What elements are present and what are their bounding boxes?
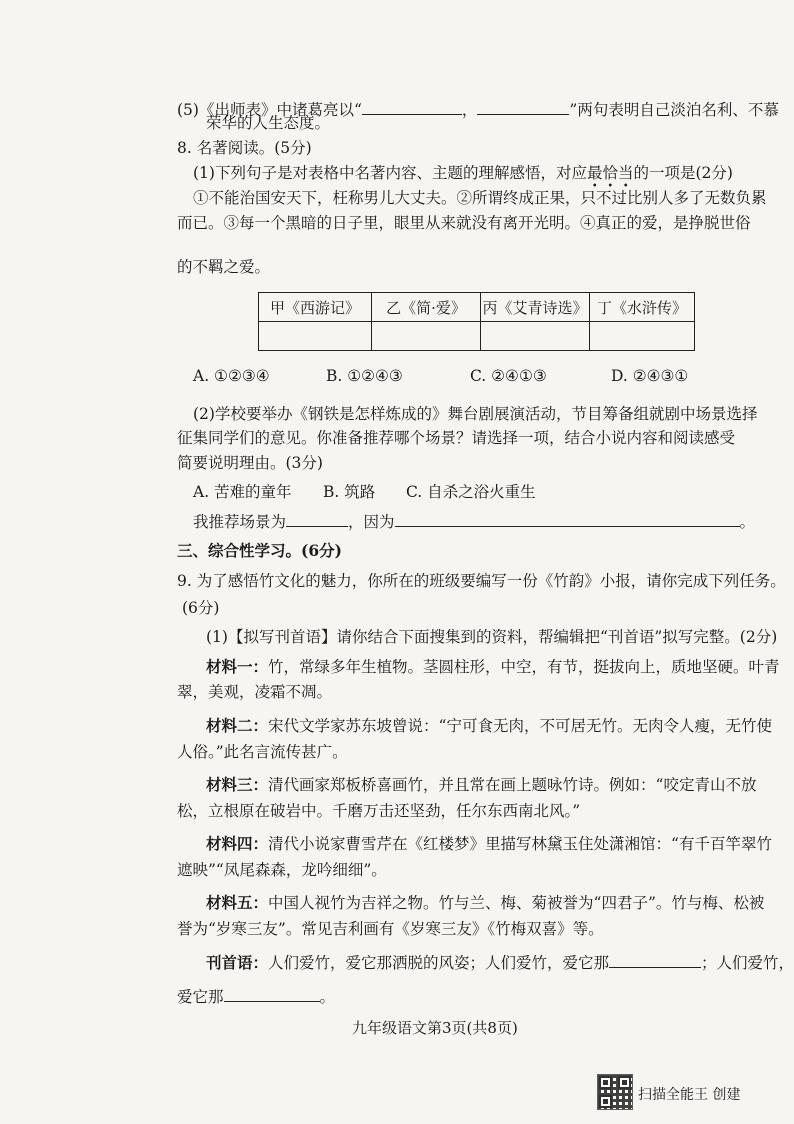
- scene-c[interactable]: C. 自杀之浴火重生: [406, 483, 536, 501]
- kanshouyu-line2: 爱它那 。: [177, 985, 335, 1008]
- table-cell: 甲《西游记》: [259, 293, 372, 322]
- answer-blank[interactable]: [609, 951, 701, 968]
- q8-sentences-1: ①不能治国安天下，枉称男儿大丈夫。②所谓终成正果，只不过比别人多了无数负累: [193, 189, 767, 207]
- material-1-line1: 材料一：竹，常绿多年生植物。茎圆柱形，中空，有节，挺拔向上，质地坚硬。叶青: [206, 657, 780, 676]
- answer-blank[interactable]: [286, 510, 348, 527]
- table-cell: 丙《艾青诗选》: [481, 293, 590, 322]
- answer-blank[interactable]: [362, 98, 462, 115]
- option-b[interactable]: B. ①②④③: [326, 367, 403, 385]
- q8-title: 8. 名著阅读。(5分): [177, 139, 312, 157]
- table-cell[interactable]: [372, 322, 481, 351]
- answer-blank[interactable]: [224, 985, 320, 1002]
- option-c[interactable]: C. ②④①③: [470, 367, 547, 385]
- table-cell[interactable]: [590, 322, 695, 351]
- q8-sentences-3: 的不羁之爱。: [177, 258, 271, 276]
- table-row: [259, 322, 695, 351]
- material-4-line1: 材料四：清代小说家曹雪芹在《红楼梦》里描写林黛玉住处潇湘馆：“有千百竿翠竹: [206, 834, 772, 853]
- table-cell[interactable]: [481, 322, 590, 351]
- table-cell: 乙《简·爱》: [372, 293, 481, 322]
- material-3-line1: 材料三：清代画家郑板桥喜画竹，并且常在画上题咏竹诗。例如：“咬定青山不放: [206, 775, 757, 794]
- material-2-line2: 人俗。”此名言流传甚广。: [177, 743, 348, 761]
- q9-line2: (6分): [182, 599, 220, 617]
- table-cell[interactable]: [259, 322, 372, 351]
- q8-1-prompt: (1)下列句子是对表格中名著内容、主题的理解感悟，对应最恰当的一项是(2分): [193, 164, 733, 182]
- material-5-line1: 材料五：中国人视竹为吉祥之物。竹与兰、梅、菊被誉为“四君子”。竹与梅、松被: [206, 893, 765, 912]
- option-d[interactable]: D. ②④③①: [611, 367, 689, 385]
- q9-1-prompt: (1)【拟写刊首语】请你结合下面搜集到的资料，帮编辑把“刊首语”拟写完整。(2分): [206, 628, 778, 646]
- kanshouyu-line1: 刊首语：人们爱竹，爱它那洒脱的风姿；人们爱竹，爱它那 ；人们爱竹，: [206, 953, 794, 972]
- section-3-title: 三、综合性学习。(6分): [177, 541, 342, 560]
- q8-2-line2: 征集同学们的意见。你准备推荐哪个场景？请选择一项，结合小说内容和阅读感受: [177, 429, 736, 447]
- table-row: [259, 293, 695, 322]
- scanner-watermark: 扫描全能王 创建: [638, 1087, 741, 1103]
- q8-2-line3: 简要说明理由。(3分): [177, 454, 323, 472]
- option-a[interactable]: A. ①②③④: [193, 367, 270, 385]
- q8-2-line1: (2)学校要举办《钢铁是怎样炼成的》舞台剧展演活动，节目筹备组就剧中场景选择: [193, 405, 758, 423]
- material-5-line2: 誉为“岁寒三友”。常见吉利画有《岁寒三友》《竹梅双喜》等。: [177, 920, 604, 938]
- page-number: 九年级语文第3页(共8页): [352, 1019, 518, 1037]
- q5-line2: 荣华的人生态度。: [206, 114, 331, 132]
- answer-blank[interactable]: [477, 98, 569, 115]
- novels-table: [258, 292, 695, 351]
- recommend-line: 我推荐场景为 ，因为 。: [193, 510, 755, 533]
- material-1-line2: 翠，美观，凌霜不凋。: [177, 683, 333, 701]
- answer-blank[interactable]: [395, 510, 740, 527]
- q9-line1: 9. 为了感悟竹文化的魅力，你所在的班级要编写一份《竹韵》小报，请你完成下列任务。: [177, 572, 786, 590]
- qr-code-icon: [597, 1074, 633, 1110]
- material-4-line2: 遮映”“凤尾森森，龙吟细细”。: [177, 861, 387, 879]
- scene-a[interactable]: A. 苦难的童年: [193, 483, 292, 501]
- q8-sentences-2: 而已。③每一个黑暗的日子里，眼里从来就没有离开光明。④真正的爱，是挣脱世俗: [177, 214, 751, 232]
- q5-line1: (5)《出师表》中诸葛亮以“ ， ”两句表明自己淡泊名利、不慕: [177, 98, 779, 121]
- scene-b[interactable]: B. 筑路: [323, 483, 376, 501]
- table-cell: 丁《水浒传》: [590, 293, 695, 322]
- material-2-line1: 材料二：宋代文学家苏东坡曾说：“宁可食无肉，不可居无竹。无肉令人瘦，无竹使: [206, 716, 772, 735]
- material-3-line2: 松，立根原在破岩中。千磨万击还坚劲，任尔东西南北风。”: [177, 802, 581, 820]
